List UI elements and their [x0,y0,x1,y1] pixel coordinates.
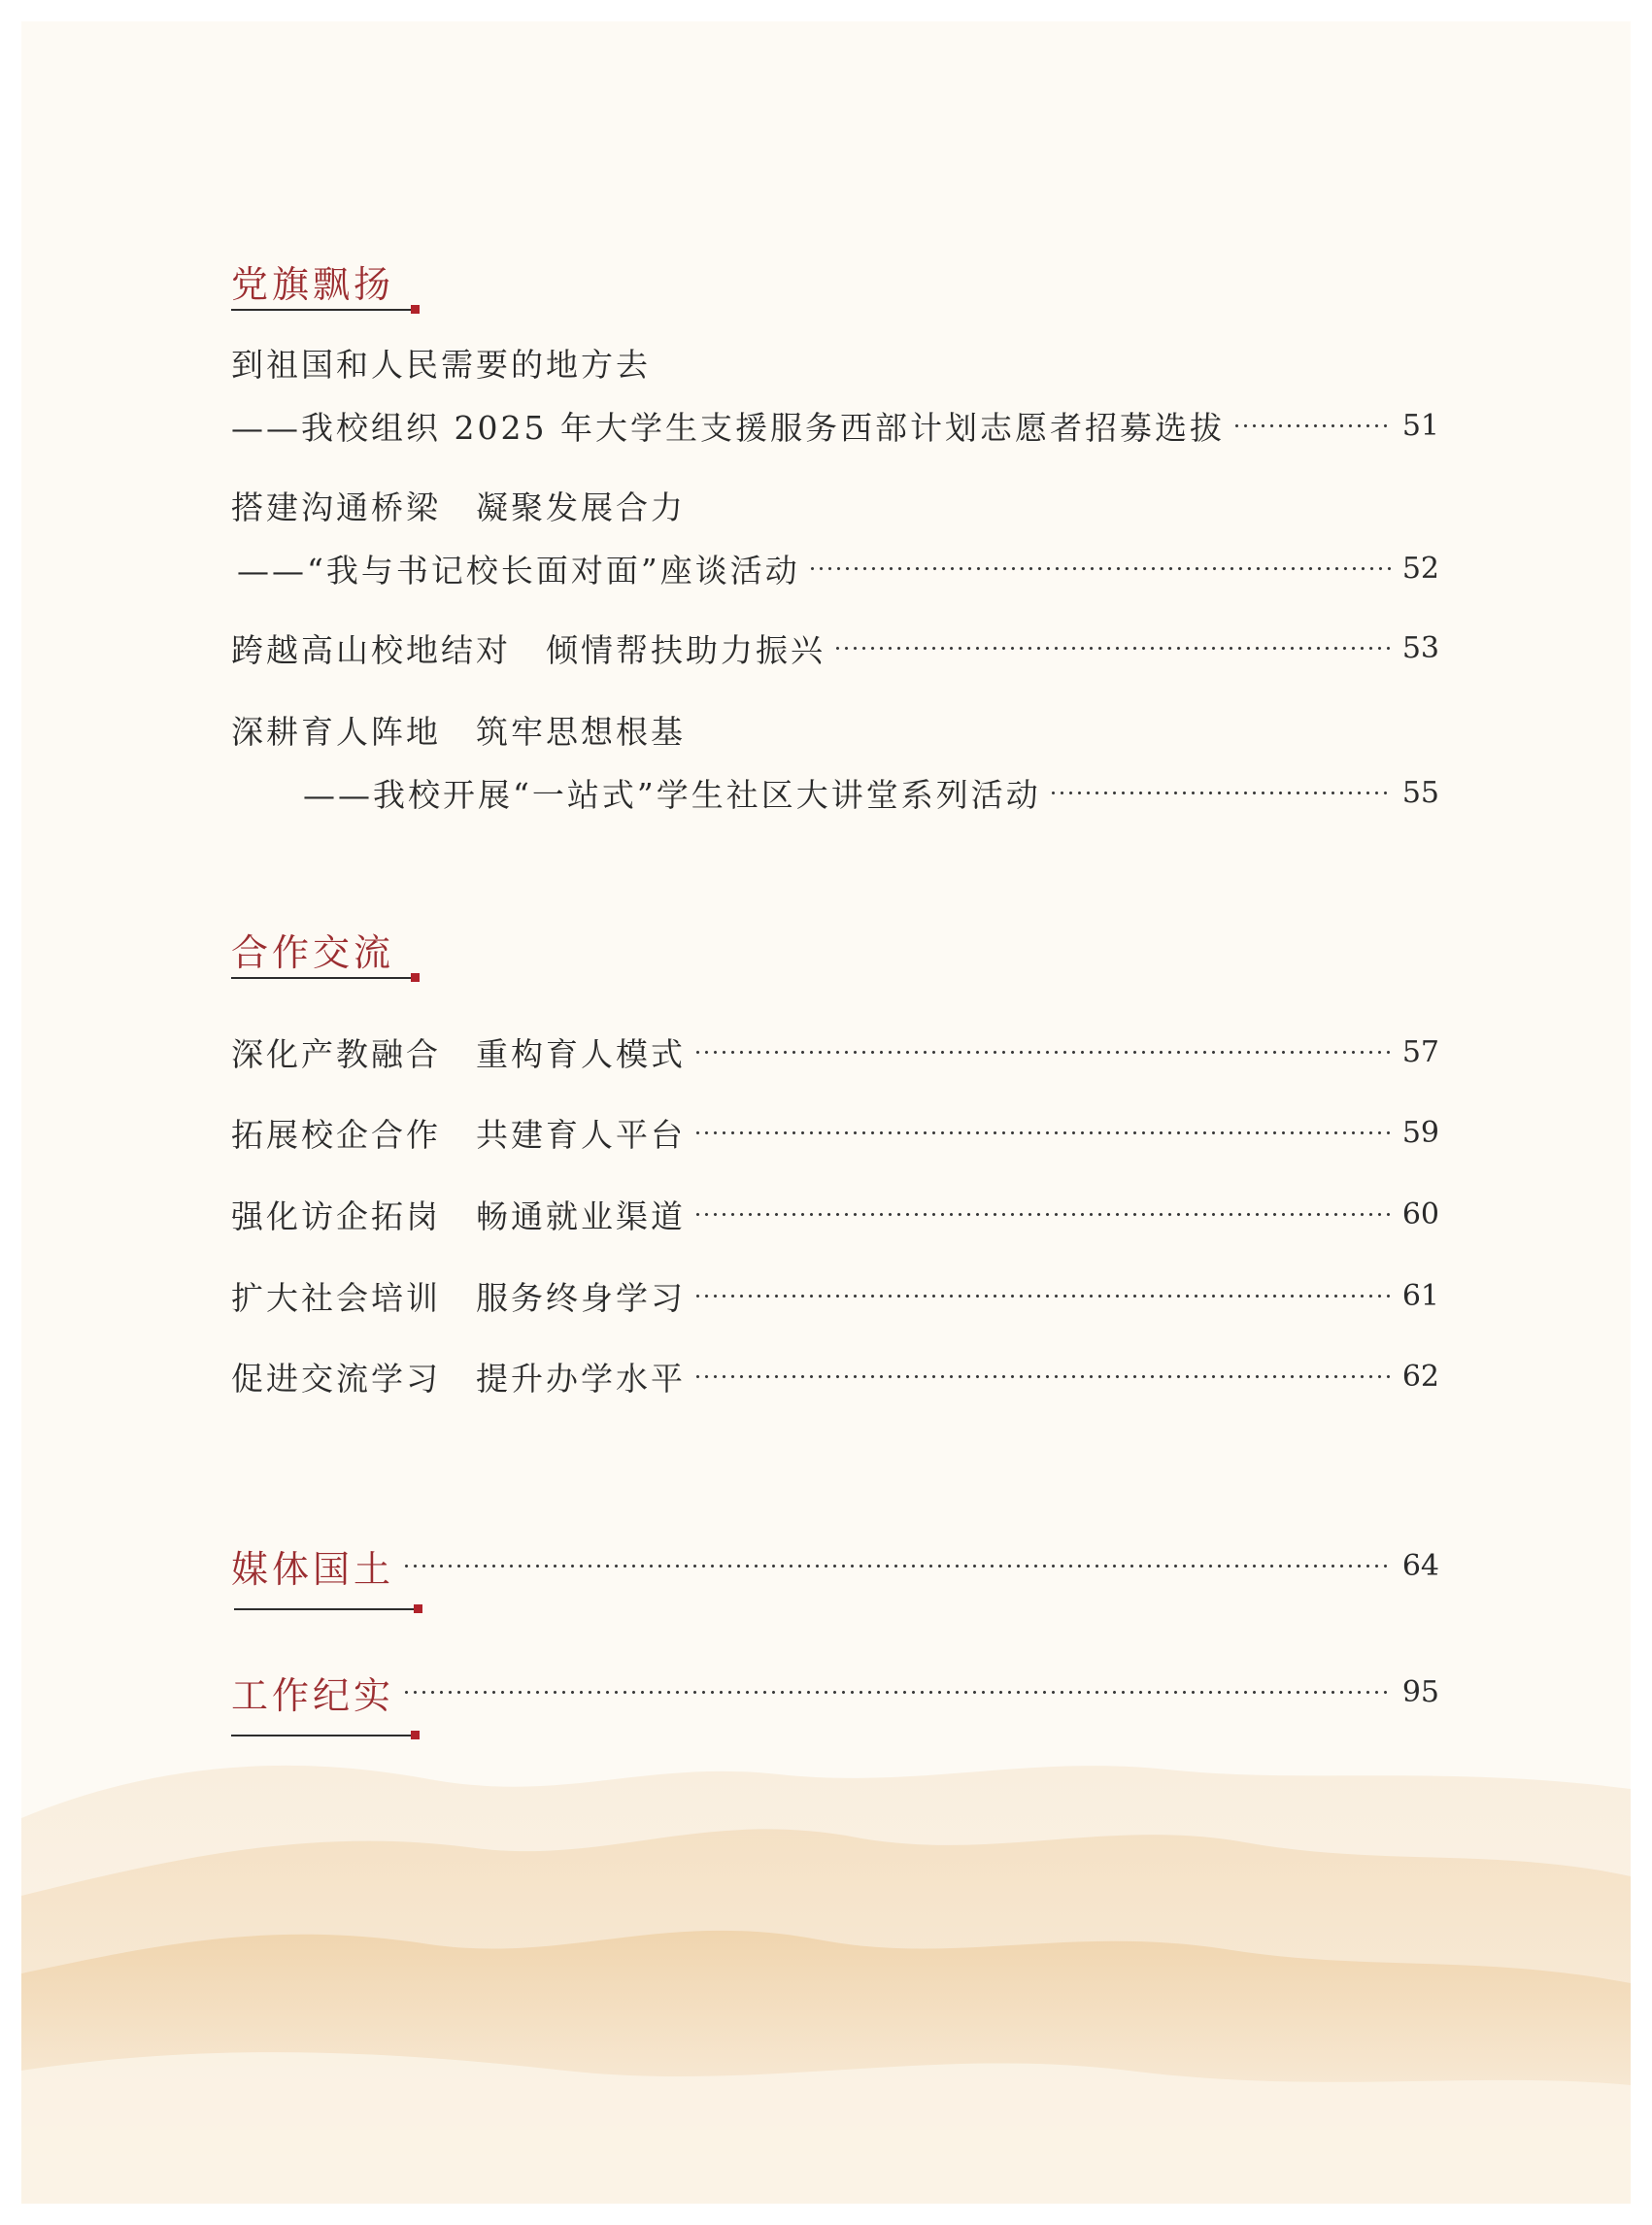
page-number: 53 [1401,630,1439,665]
entry-subtitle: ——我校开展“一站式”学生社区大讲堂系列活动 [303,775,1041,814]
entry-subtitle: ——“我与书记校长面对面”座谈活动 [237,551,800,590]
leader-dots [693,1130,1391,1135]
entry-title: 强化访企拓岗 畅通就业渠道 [231,1197,686,1235]
entry-title: 促进交流学习 提升办学水平 [231,1359,686,1398]
heading-underline [231,1735,411,1736]
entry-title: 拓展校企合作 共建育人平台 [231,1115,686,1154]
page-number: 52 [1401,551,1439,586]
page-number: 62 [1401,1359,1439,1394]
toc-entry-subtitle[interactable] [237,549,1439,588]
toc-entry[interactable] [231,628,1439,667]
page-number: 51 [1401,408,1439,443]
entry-title: 跨越高山校地结对 倾情帮扶助力振兴 [231,630,826,669]
toc-entry[interactable] [231,1113,1439,1152]
leader-dots [693,1374,1391,1379]
section-heading-dangqi: 党旗飘扬 [231,263,395,306]
heading-underline [234,1608,414,1610]
toc-entry-title[interactable] [231,710,1439,749]
page-number: 61 [1401,1278,1439,1313]
toc-entry-title[interactable] [231,343,1439,382]
page-number: 60 [1401,1197,1439,1231]
entry-title: 深耕育人阵地 筑牢思想根基 [231,712,686,751]
leader-dots [1232,423,1391,428]
leader-dots [402,1690,1391,1695]
toc-entry[interactable] [231,1195,1439,1233]
leader-dots [693,1294,1391,1298]
entry-title: 深化产教融合 重构育人模式 [231,1034,686,1073]
page-number: 55 [1401,775,1439,810]
page-number: 64 [1401,1548,1439,1583]
toc-entry-subtitle[interactable] [303,773,1439,812]
leader-dots [808,566,1391,571]
leader-dots [1049,791,1391,795]
toc-section-entry-gongzuo[interactable] [231,1669,1439,1715]
toc-entry[interactable] [231,1032,1439,1071]
toc-page [21,21,1631,2204]
toc-entry[interactable] [231,1276,1439,1315]
page-number: 59 [1401,1115,1439,1150]
page-number: 57 [1401,1034,1439,1069]
page-number: 95 [1401,1674,1439,1709]
heading-underline [231,977,411,979]
entry-title: 扩大社会培训 服务终身学习 [231,1278,686,1317]
leader-dots [833,646,1391,651]
heading-underline [231,309,411,311]
section-heading-meiti: 媒体国土 [231,1547,395,1591]
entry-title: 搭建沟通桥梁 凝聚发展合力 [231,488,686,526]
leader-dots [693,1212,1391,1217]
toc-entry[interactable] [231,1357,1439,1396]
entry-subtitle: ——我校组织 2025 年大学生支援服务西部计划志愿者招募选拔 [231,408,1225,447]
toc-entry-title[interactable] [231,486,1439,524]
leader-dots [693,1050,1391,1055]
toc-entry-subtitle[interactable] [231,406,1439,445]
leader-dots [402,1564,1391,1568]
section-heading-gongzuo: 工作纪实 [231,1673,395,1717]
mountain-landscape-decoration [21,1750,1631,2204]
toc-section-entry-meiti[interactable] [231,1542,1439,1589]
section-heading-hezuo: 合作交流 [231,931,395,974]
entry-title: 到祖国和人民需要的地方去 [231,345,651,384]
